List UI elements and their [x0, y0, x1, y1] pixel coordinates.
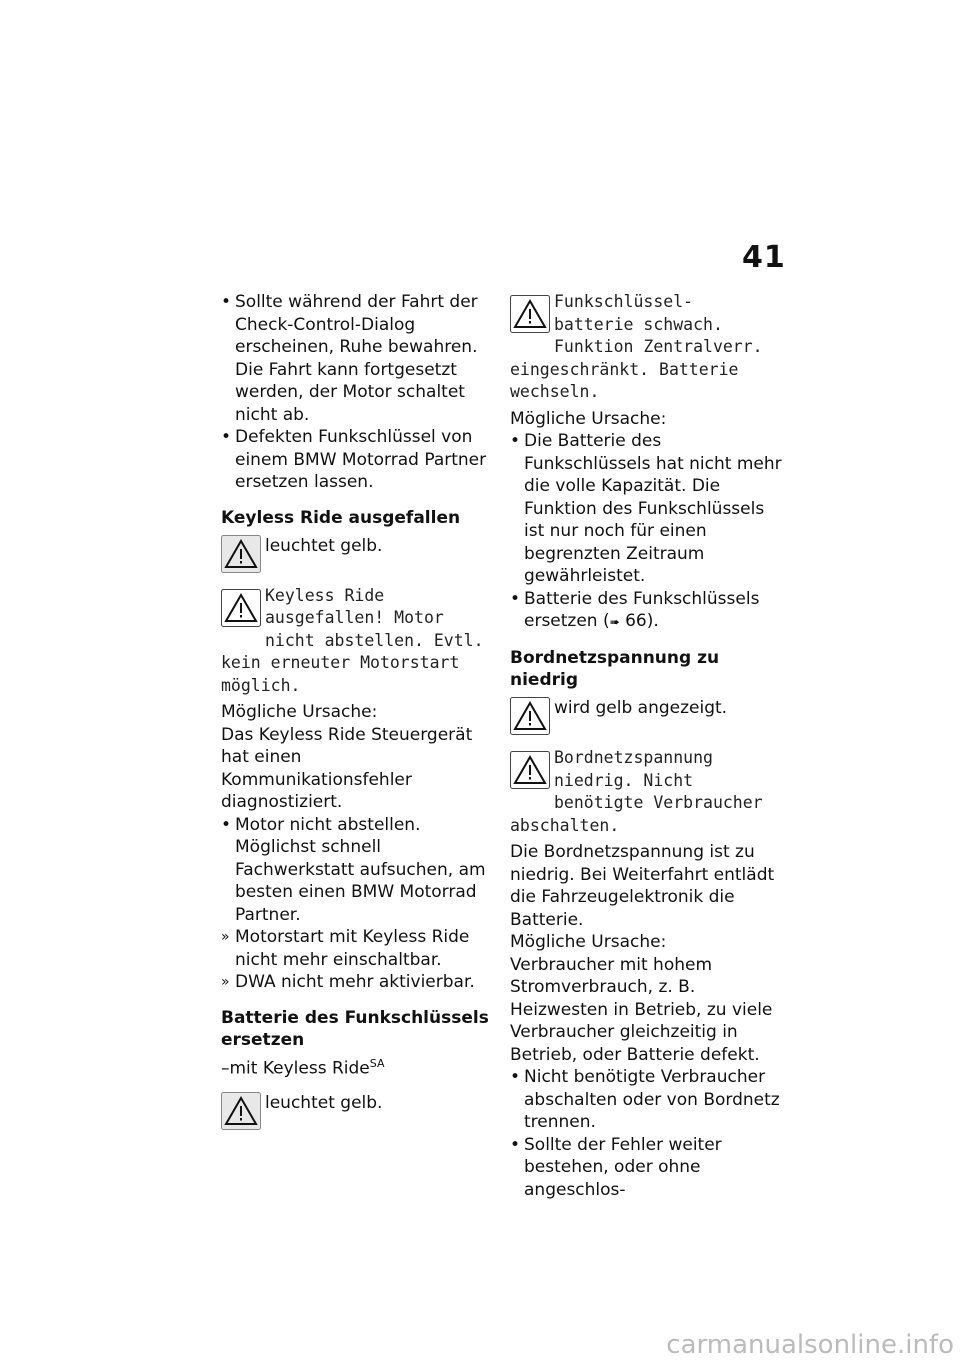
- right-column: [510, 291, 782, 1201]
- display-message: [221, 585, 493, 698]
- page-reference-link[interactable]: 66: [625, 611, 647, 632]
- display-message: [510, 747, 782, 837]
- section-heading-battery: Batterie des Funkschlüssels ersetzen: [221, 1007, 489, 1050]
- cause-text: Das Keyless Ride Steuergerät hat einen Kommunikationsfehler diagnostiziert.: [221, 724, 473, 813]
- warning-triangle-icon: [221, 1092, 261, 1130]
- cause-text: Verbraucher mit hohem Stromverbrauch, z. B. Heizwesten in Betrieb, zu viele Verbraucher gleichzeitig in Betrieb, oder Batterie defekt.: [510, 954, 773, 1065]
- bullet-item: • Motor nicht abstellen. Möglichst schnell Fachwerkstatt aufsuchen, am besten einen BMW Motorrad Partner.: [221, 814, 493, 927]
- message-text: Bordnetzspannung niedrig. Nicht benötigte Verbraucher abschalten.: [510, 747, 763, 835]
- cause-label: Mögliche Ursache:: [510, 408, 667, 429]
- bullet-item: • Defekten Funkschlüssel von einem BMW Motorrad Partner ersetzen lassen.: [221, 426, 493, 494]
- warning-triangle-icon: [221, 589, 261, 627]
- left-column: [221, 291, 493, 1142]
- result-item: » DWA nicht mehr aktivierbar.: [221, 971, 493, 994]
- section-heading-voltage: Bordnetzspannung zu niedrig: [510, 647, 720, 690]
- message-text: Keyless Ride ausgefallen! Motor nicht abstellen. Evtl. kein erneuter Motorstart möglich.: [221, 585, 484, 695]
- warning-triangle-icon: [510, 295, 550, 333]
- warning-triangle-icon: [510, 751, 550, 789]
- warning-triangle-icon: [221, 535, 261, 573]
- bullet-item: • Sollte während der Fahrt der Check-Control-Dialog erscheinen, Ruhe bewahren. Die Fahrt kann fortgesetzt werden, der Motor schaltet nicht ab.: [221, 291, 493, 426]
- equipment-note: –mit Keyless Ride$^{SA}$: [221, 1056, 385, 1079]
- cause-label: Mögliche Ursache:: [510, 932, 667, 953]
- watermark: carmanualsonline.info: [666, 1330, 954, 1360]
- indicator-text: leuchtet gelb.: [265, 1093, 383, 1114]
- indicator-row: [221, 531, 493, 577]
- warning-triangle-icon: [510, 697, 550, 735]
- indicator-text: leuchtet gelb.: [265, 535, 383, 556]
- bullet-item: • Nicht benötigte Verbraucher abschalten oder von Bordnetz trennen.: [510, 1066, 782, 1134]
- bullet-item: • Sollte der Fehler weiter bestehen, oder ohne angeschlos-: [510, 1134, 782, 1202]
- indicator-row: [510, 693, 782, 739]
- section-heading-keyless: Keyless Ride ausgefallen: [221, 507, 461, 528]
- page-ref-arrow-icon: ➠: [609, 615, 620, 630]
- description-text: Die Bordnetzspannung ist zu niedrig. Bei Weiterfahrt entlädt die Fahrzeugelektronik die Batterie.: [510, 842, 775, 930]
- bullet-item: • Die Batterie des Funkschlüssels hat nicht mehr die volle Kapazität. Die Funktion des Funkschlüssels ist nur noch für einen begrenzten Zeitraum gewährleistet.: [510, 430, 782, 588]
- page-number: 41: [742, 240, 786, 275]
- cause-label: Mögliche Ursache:: [221, 702, 378, 723]
- indicator-text: wird gelb angezeigt.: [554, 697, 728, 718]
- result-item: » Motorstart mit Keyless Ride nicht mehr einschaltbar.: [221, 926, 493, 971]
- display-message: [510, 291, 782, 404]
- message-text: Funkschlüssel- batterie schwach. Funktion Zentralverr. eingeschränkt. Batterie wechseln.: [510, 292, 763, 402]
- indicator-row: [221, 1088, 493, 1134]
- bullet-item: • Batterie des Funkschlüssels ersetzen (➠ 66).: [510, 588, 782, 634]
